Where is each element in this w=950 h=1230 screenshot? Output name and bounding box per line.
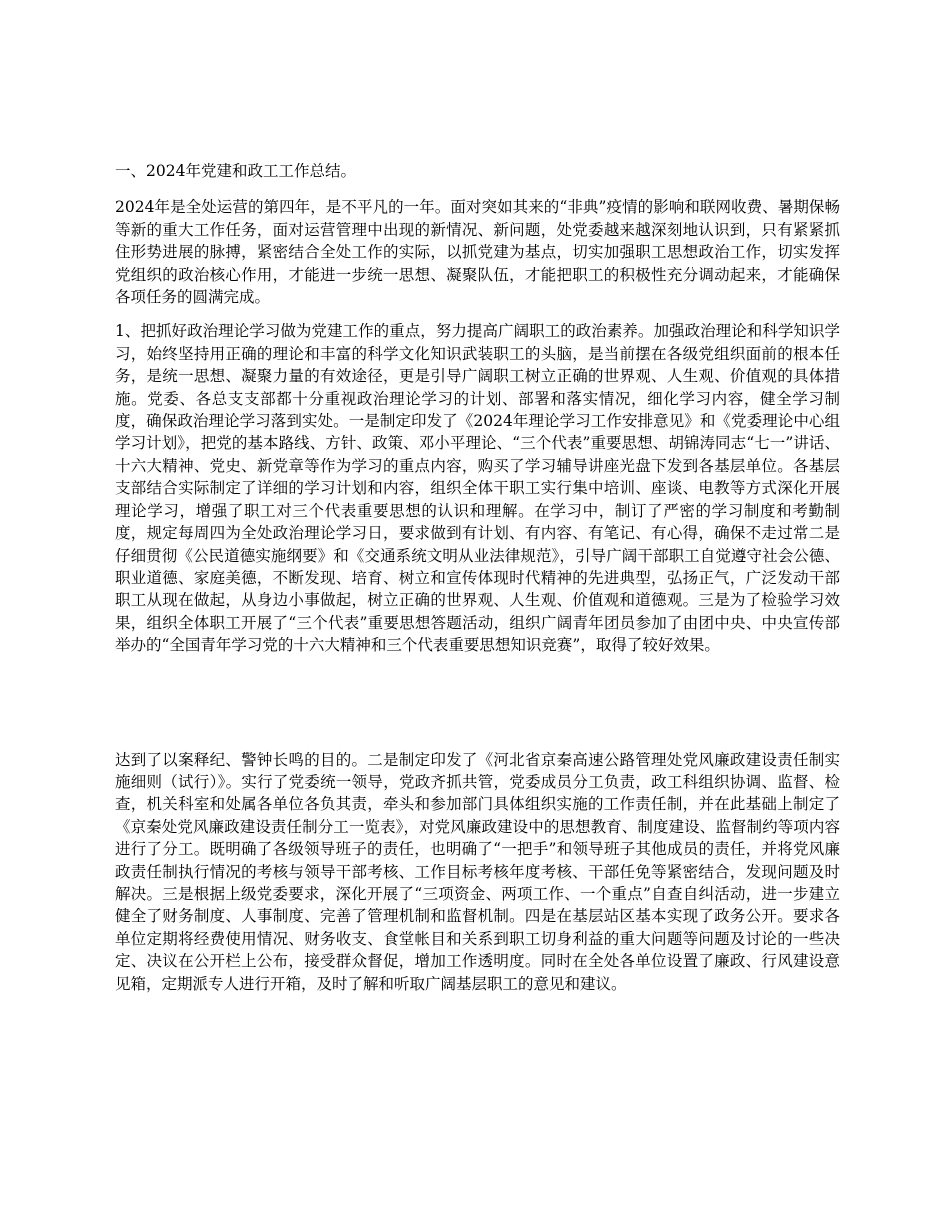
paragraph-summary: 2024年是全处运营的第四年，是不平凡的一年。面对突如其来的“非典”疫情的影响和联网收费、暑期保畅等新的重大工作任务，面对运营管理中出现的新情况、新问题，处党委越来越深刻地认识到，只有紧紧抓住形势进展的脉搏，紧密结合全处工作的实际，以抓党建为基点，切实加强职工思想政治工作，切实发挥党组织的政治核心作用，才能进一步统一思想、凝聚队伍，才能把职工的积极性充分调动起来，才能确保各项任务的圆满完成。 <box>115 198 840 307</box>
page-gap <box>115 669 840 749</box>
paragraph-theory-study: 1、把抓好政治理论学习做为党建工作的重点，努力提高广阔职工的政治素养。加强政治理论和科学知识学习，始终坚持用正确的理论和丰富的科学文化知识武装职工的头脑，是当前摆在各级党组织面前的根本任务，是统一思想、凝聚力量的有效途径，更是引导广阔职工树立正确的世界观、人生观、价值观的具体措施。党委、各总支支部都十分重视政治理论学习的计划、部署和落实情况，细化学习内容，健全学习制度，确保政治理论学习落到实处。一是制定印发了《2024年理论学习工作安排意见》和《党委理论中心组学习计划》，把党的基本路线、方针、政策、邓小平理论、“三个代表”重要思想、胡锦涛同志“七一”讲话、十六大精神、党史、新党章等作为学习的重点内容，购买了学习辅导讲座光盘下发到各基层单位。各基层支部结合实际制定了详细的学习计划和内容，组织全体干职工实行集中培训、座谈、电教等方式深化开展理论学习，增强了职工对三个代表重要思想的认识和理解。在学习中，制订了严密的学习制度和考勤制度，规定每周四为全处政治理论学习日，要求做到有计划、有内容、有笔记、有心得，确保不走过常二是仔细贯彻《公民道德实施纲要》和《交通系统文明从业法律规范》，引导广阔干部职工自觉遵守社会公德、职业道德、家庭美德，不断发现、培育、树立和宣传体现时代精神的先进典型，弘扬正气，广泛发动干部职工从现在做起，从身边小事做起，树立正确的世界观、人生观、价值观和道德观。三是为了检验学习效果，组织全体职工开展了“三个代表”重要思想答题活动，组织广阔青年团员参加了由团中央、中央宣传部举办的“全国青年学习党的十六大精神和三个代表重要思想知识竞赛”，取得了较好效果。 <box>115 322 840 655</box>
document-page <box>115 160 840 1007</box>
paragraph-integrity: 达到了以案释纪、警钟长鸣的目的。二是制定印发了《河北省京秦高速公路管理处党风廉政建设责任制实施细则（试行）》。实行了党委统一领导，党政齐抓共管，党委成员分工负责，政工科组织协调、监督、检查，机关科室和处属各单位各负其责，牵头和参加部门具体组织实施的工作责任制，并在此基础上制定了《京秦处党风廉政建设责任制分工一览表》，对党风廉政建设中的思想教育、制度建设、监督制约等项内容进行了分工。既明确了各级领导班子的责任，也明确了“一把手”和领导班子其他成员的责任，并将党风廉政责任制执行情况的考核与领导干部考核、工作目标考核年度考核、干部任免等紧密结合，发现问题及时解决。三是根据上级党委要求，深化开展了“三项资金、两项工作、一个重点”自查自纠活动，进一步建立健全了财务制度、人事制度、完善了管理机制和监督机制。四是在基层站区基本实现了政务公开。要求各单位定期将经费使用情况、财务收支、食堂帐目和关系到职工切身利益的重大问题等问题及讨论的一些决定、决议在公开栏上公布，接受群众督促，增加工作透明度。同时在全处各单位设置了廉政、行风建设意见箱，定期派专人进行开箱，及时了解和听取广阔基层职工的意见和建议。 <box>115 750 840 993</box>
section-heading: 一、2024年党建和政工工作总结。 <box>115 162 356 180</box>
